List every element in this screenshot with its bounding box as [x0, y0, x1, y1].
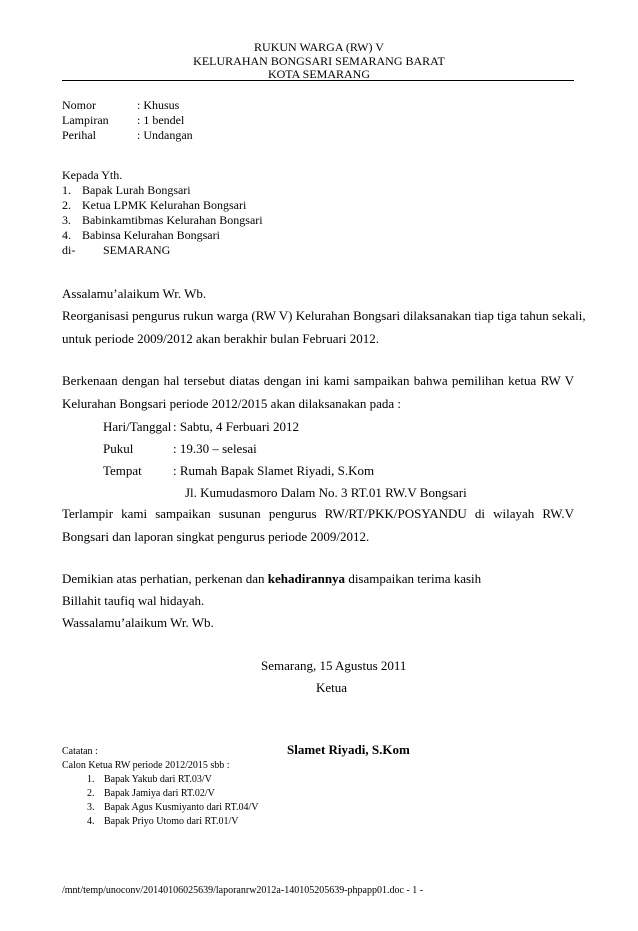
paragraph-3-line-1: Terlampir kami sampaikan susunan pengurus RW/RT/PKK/POSYANDU di wilayah RW.V: [62, 506, 574, 521]
notes-subtitle: Calon Ketua RW periode 2012/2015 sbb :: [62, 760, 230, 771]
recipient-item: Bapak Lurah Bongsari: [82, 183, 191, 197]
schedule-time-label: Pukul: [103, 441, 134, 456]
schedule-address: Jl. Kumudasmoro Dalam No. 3 RT.01 RW.V Bongsari: [185, 485, 467, 500]
header-city: KOTA SEMARANG: [267, 67, 371, 81]
paragraph-2-line-1: Berkenaan dengan hal tersebut diatas dengan ini kami sampaikan bahwa pemilihan ketua RW V: [62, 373, 574, 388]
greeting: Assalamu’alaikum Wr. Wb.: [62, 286, 207, 301]
recipient-intro: Kepada Yth.: [62, 168, 123, 182]
perihal-label: Perihal: [62, 128, 96, 142]
header-org-name: RUKUN WARGA (RW) V: [254, 40, 384, 54]
perihal-value: : Undangan: [137, 128, 193, 142]
nomor-label: Nomor: [62, 98, 96, 112]
recipient-item: Babinkamtibmas Kelurahan Bongsari: [82, 213, 263, 227]
paragraph-4: [62, 571, 481, 587]
schedule-time-value: : 19.30 – selesai: [173, 441, 257, 456]
recipient-num: 1.: [62, 183, 71, 197]
lampiran-value: : 1 bendel: [137, 113, 185, 127]
nomor-value: : Khusus: [137, 98, 180, 112]
paragraph-4-text: Demikian atas perhatian, perkenan dan: [62, 571, 268, 586]
paragraph-3-line-2: Bongsari dan laporan singkat pengurus periode 2009/2012.: [62, 529, 370, 544]
recipient-item: Ketua LPMK Kelurahan Bongsari: [82, 198, 247, 212]
note-item: Bapak Jamiya dari RT.02/V: [104, 788, 215, 799]
schedule-day-label: Hari/Tanggal: [103, 419, 172, 434]
closing-line-2: Wassalamu’alaikum Wr. Wb.: [62, 615, 214, 630]
schedule-day-value: : Sabtu, 4 Ferbuari 2012: [173, 419, 300, 434]
header-divider: [62, 80, 574, 81]
note-num: 1.: [87, 774, 95, 785]
paragraph-1-line-1: Reorganisasi pengurus rukun warga (RW V) Kelurahan Bongsari dilaksanakan tiap tiga tahun sekali,: [62, 308, 586, 323]
footer-file-path: /mnt/temp/unoconv/20140106025639/laporanrw2012a-140105205639-phpapp01.doc - 1 -: [62, 885, 424, 896]
schedule-place-value: : Rumah Bapak Slamet Riyadi, S.Kom: [173, 463, 375, 478]
note-num: 3.: [87, 802, 95, 813]
notes-title: Catatan :: [62, 746, 98, 757]
recipient-num: 4.: [62, 228, 71, 242]
note-item: Bapak Yakub dari RT.03/V: [104, 774, 212, 785]
closing-line-1: Billahit taufiq wal hidayah.: [62, 593, 205, 608]
note-item: Bapak Agus Kusmiyanto dari RT.04/V: [104, 802, 259, 813]
paragraph-4-emphasis: kehadirannya: [267, 571, 346, 586]
paragraph-1-line-2: untuk periode 2009/2012 akan berakhir bulan Februari 2012.: [62, 331, 379, 346]
schedule-place-label: Tempat: [103, 463, 142, 478]
note-item: Bapak Priyo Utomo dari RT.01/V: [104, 816, 239, 827]
note-num: 2.: [87, 788, 95, 799]
signature-role: Ketua: [316, 680, 348, 695]
recipient-num: 2.: [62, 198, 71, 212]
recipient-num: 3.: [62, 213, 71, 227]
paragraph-2-line-2: Kelurahan Bongsari periode 2012/2015 akan dilaksanakan pada :: [62, 396, 401, 411]
note-num: 4.: [87, 816, 95, 827]
header-kelurahan: KELURAHAN BONGSARI SEMARANG BARAT: [193, 54, 445, 68]
recipient-di: di-: [62, 243, 76, 257]
signature-name: Slamet Riyadi, S.Kom: [287, 742, 410, 757]
paragraph-4-text-end: disampaikan terima kasih: [345, 571, 482, 586]
signature-place-date: Semarang, 15 Agustus 2011: [261, 658, 407, 673]
recipient-city: SEMARANG: [103, 243, 171, 257]
recipient-item: Babinsa Kelurahan Bongsari: [82, 228, 220, 242]
lampiran-label: Lampiran: [62, 113, 109, 127]
